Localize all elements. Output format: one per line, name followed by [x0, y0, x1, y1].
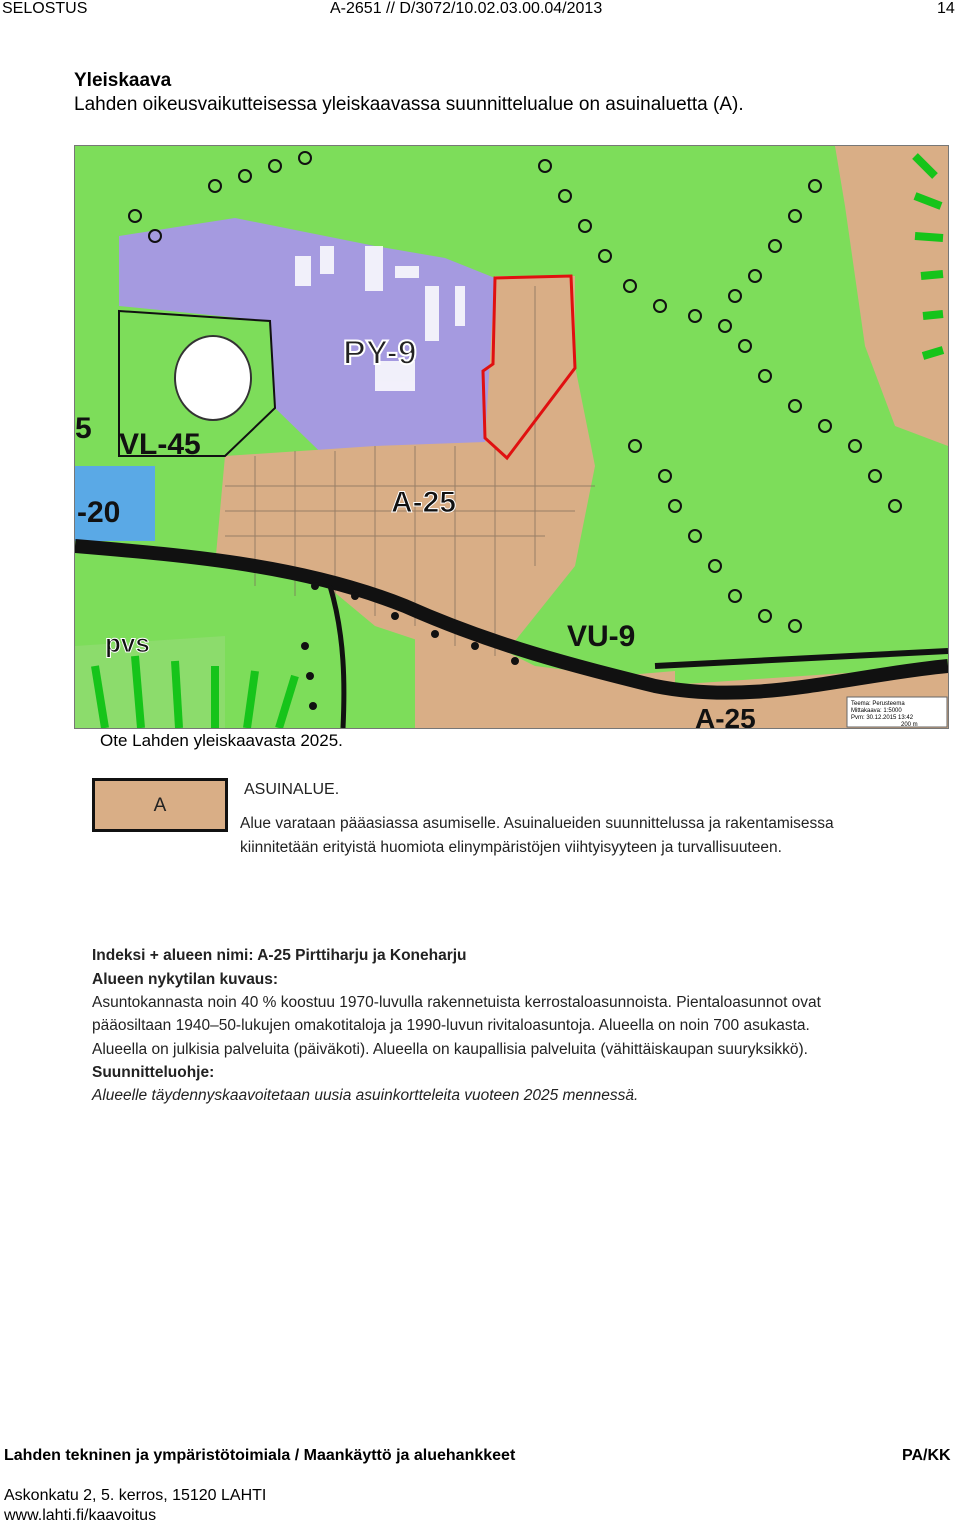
map-image [75, 146, 948, 728]
header-doc-number: A-2651 // D/3072/10.02.03.00.04/2013 [330, 0, 603, 17]
index-desc-line-2: pääosiltaan 1940–50-lukujen omakotitaloja ja 1990-luvun rivitaloasuntoja. Alueella on noin 700 asukasta. [92, 1017, 810, 1034]
map-label-pvs: pvs [105, 628, 150, 658]
map-label-vl: VL-45 [119, 428, 201, 461]
index-guide-heading: Suunnitteluohje: [92, 1064, 215, 1081]
map-label-m20: -20 [77, 496, 121, 529]
map-caption: Ote Lahden yleiskaavasta 2025. [100, 731, 343, 750]
header-doc-type: SELOSTUS [2, 0, 88, 17]
legend-title: ASUINALUE. [244, 781, 340, 798]
footer-address: Askonkatu 2, 5. kerros, 15120 LAHTI [4, 1487, 267, 1504]
index-guide-text: Alueelle täydennyskaavoitetaan uusia asuinkortteleita vuoteen 2025 mennessä. [92, 1087, 639, 1104]
legend-code: A [153, 795, 167, 816]
map-info-date: Pvm: 30.12.2015 13:42 [851, 715, 914, 721]
map-label-a25b: A-25 [695, 703, 756, 728]
map-info-theme: Teema: Perusteema [851, 701, 905, 707]
map-info-scale: Mittakaava: 1:5000 [851, 708, 902, 714]
section-title: Yleiskaava [74, 70, 172, 91]
map-label-a25: A-25 [391, 486, 457, 519]
index-desc-line-1: Asuntokannasta noin 40 % koostuu 1970-luvulla rakennetuista kerrostaloasunnoista. Pientaloasunnot ovat [92, 994, 821, 1011]
map-info-box [847, 697, 947, 728]
legend-line-1: Alue varataan pääasiassa asumiselle. Asuinalueiden suunnittelussa ja rakentamisessa [240, 815, 834, 832]
index-desc-line-3: Alueella on julkisia palveluita (päiväkoti). Alueella on kaupallisia palveluita (vähittäiskaupan suuryksikkö). [92, 1041, 808, 1058]
map-label-edge: 5 [75, 412, 92, 445]
page-number: 14 [937, 0, 955, 17]
map-pond [175, 336, 251, 420]
map-info-scalebar: 200 m [901, 722, 918, 728]
footer-organization: Lahden tekninen ja ympäristötoimiala / Maankäyttö ja aluehankkeet [4, 1447, 516, 1464]
map-label-py: PY-9 [343, 334, 417, 372]
footer-initials: PA/KK [902, 1447, 951, 1464]
legend-line-2: kiinnitetään erityistä huomiota elinympäristöjen viihtyisyyteen ja turvallisuuteen. [240, 839, 782, 856]
legend-symbol [92, 778, 228, 832]
index-heading: Indeksi + alueen nimi: A-25 Pirttiharju ja Koneharju [92, 947, 467, 964]
general-plan-map [74, 145, 949, 729]
footer-website[interactable]: www.lahti.fi/kaavoitus [4, 1507, 157, 1524]
section-subtitle: Lahden oikeusvaikutteisessa yleiskaavassa suunnittelualue on asuinaluetta (A). [74, 94, 744, 115]
index-desc-heading: Alueen nykytilan kuvaus: [92, 971, 279, 988]
map-label-vu: VU-9 [567, 620, 636, 653]
